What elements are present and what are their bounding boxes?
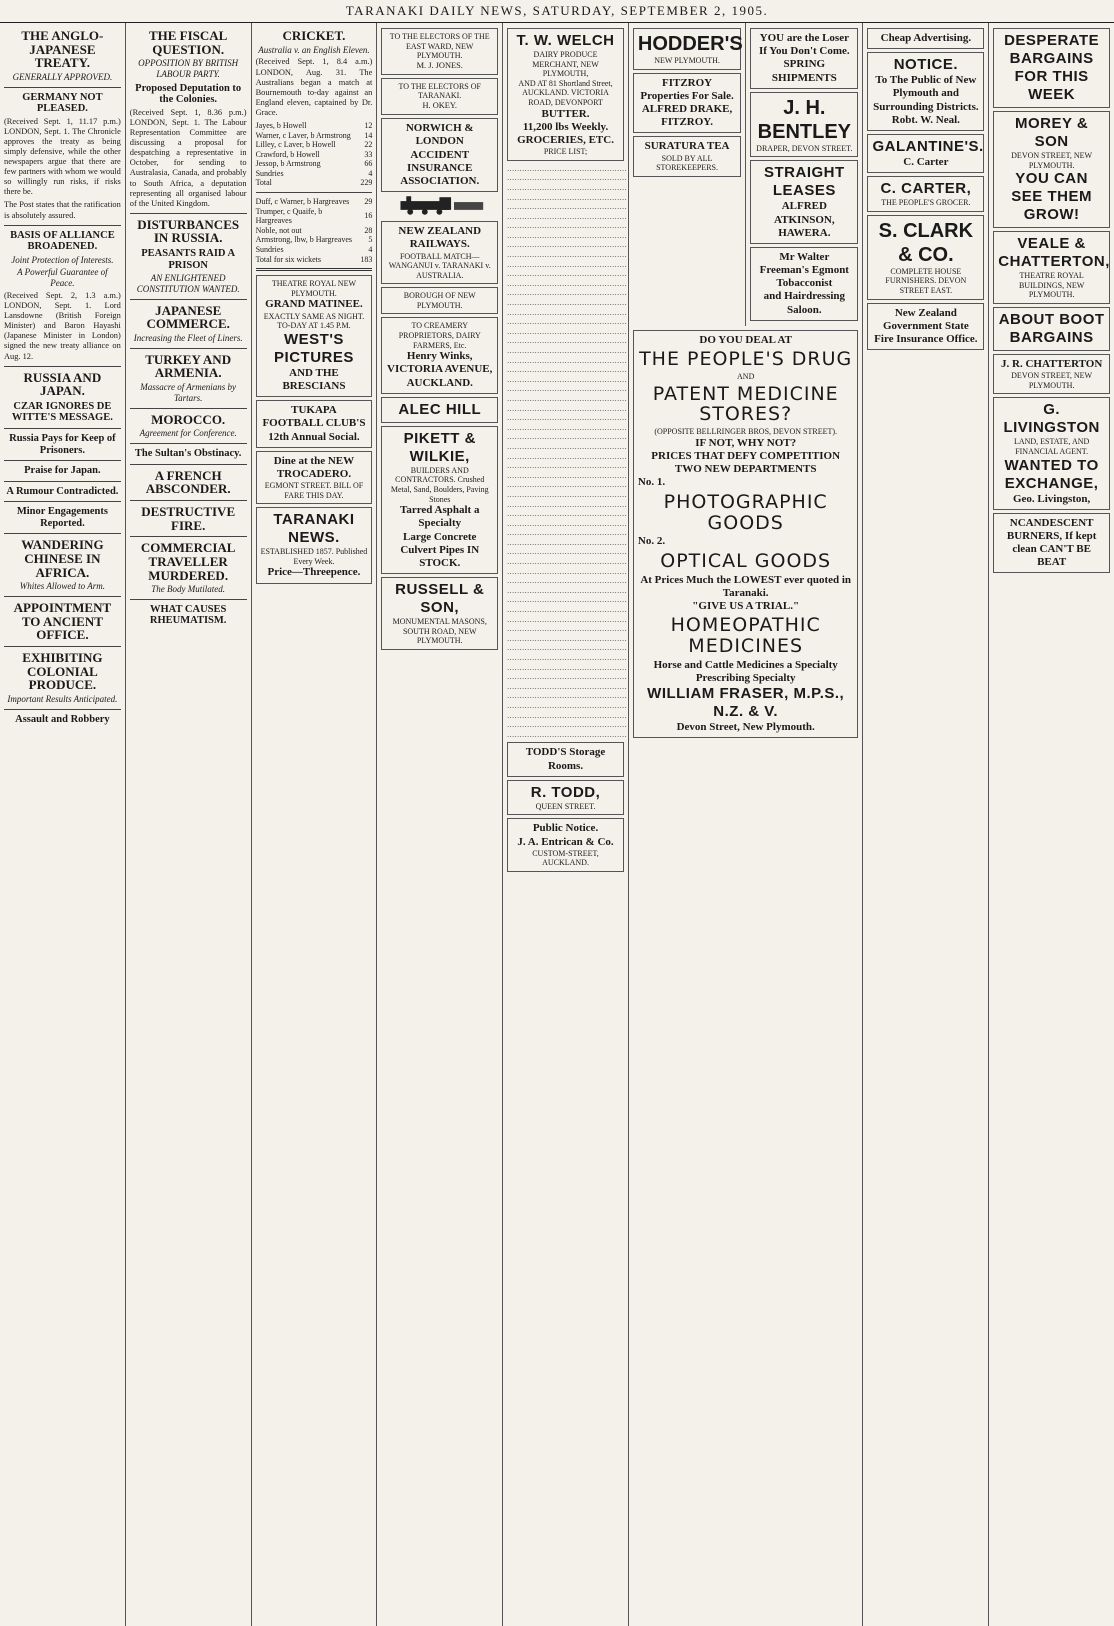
ad-title: Cheap Advertising. (880, 32, 972, 44)
headline: CZAR IGNORES DE WITTE'S MESSAGE. (11, 400, 113, 424)
ad-title: Public Notice. (532, 822, 599, 835)
headline: THE ANGLO-JAPANESE TREATY. (21, 28, 104, 71)
ad-title: T. W. WELCH (516, 32, 615, 49)
ad-title: J. R. CHATTERTON (1001, 357, 1103, 370)
masthead: TARANAKI DAILY NEWS, SATURDAY, SEPTEMBER 2, 1905. (0, 0, 1114, 23)
ad-title: J. H. BENTLEY (757, 96, 851, 143)
batsman: Total (255, 178, 272, 188)
ad-subtitle: ESTABLISHED 1857. Published Every Week. (260, 547, 368, 566)
runs: 183 (360, 254, 373, 264)
ad-title: PHOTOGRAPHIC GOODS (663, 490, 828, 534)
ad-heading: NEW ZEALAND RAILWAYS. (398, 225, 482, 251)
subheadline: Increasing the Fleet of Liners. (133, 333, 243, 343)
australia-scorecard (256, 197, 373, 264)
ad-number: No. 2. (637, 535, 666, 548)
ad-title: Tarred Asphalt a Specialty (400, 504, 480, 530)
ad-title: VEALE & CHATTERTON, (998, 235, 1110, 271)
veale-chatterton-ad (993, 231, 1110, 304)
subheadline: GENERALLY APPROVED. (12, 71, 113, 82)
batsman: Sundries (255, 245, 284, 255)
ad-subtitle: QUEEN STREET. (535, 801, 596, 811)
article-text: The Post states that the ratification is absolutely assured. (4, 200, 121, 220)
ad-title: TARANAKI NEWS. (273, 511, 355, 547)
chatterton-ad (993, 354, 1110, 394)
newspaper-columns (0, 23, 1114, 1626)
column-3 (252, 23, 378, 1626)
ad-subtitle: SPRING SHIPMENTS (771, 58, 837, 84)
ad-signature: Robt. W. Neal. (891, 113, 960, 126)
headline: GERMANY NOT PLEASED. (22, 91, 103, 115)
headline: Praise for Japan. (24, 465, 101, 477)
todd-ad (507, 780, 624, 816)
ad-conjunction: AND (737, 371, 755, 381)
ad-subtitle: NEW PLYMOUTH. (654, 56, 720, 65)
column-5 (503, 23, 629, 1626)
ad-title: R. TODD, (530, 783, 601, 801)
ad-title: FITZROY Properties For Sale. (640, 76, 734, 102)
livingston-ad (993, 397, 1110, 509)
ad-subtitle: THE PEOPLE'S GROCER. (881, 198, 971, 208)
article-text: (Received Sept. 1, 8.4 a.m.) LONDON, Aug. 31. The Australians began a match at Bournemouth to-day against an England eleven, captained by Dr. Grace. (255, 57, 373, 117)
football-social-ad (256, 400, 373, 448)
cheap-advertising-ad (867, 28, 984, 49)
ad-heading: PRICES THAT DEFY COMPETITION (651, 450, 841, 463)
headline: DESTRUCTIVE FIRE. (141, 503, 236, 533)
peoples-drug-store-ad (633, 330, 859, 739)
russell-son-ad (381, 577, 498, 650)
ad-subtitle: 11,200 lbs Weekly. (522, 120, 609, 133)
ad-heading: TO CREAMERY PROPRIETORS, DAIRY FARMERS, Etc. (398, 321, 481, 350)
column-4 (377, 23, 503, 1626)
ad-signature: H. OKEY. (422, 101, 457, 111)
ad-subtitle: PRICE LIST; (543, 147, 588, 157)
england-scorecard (256, 121, 373, 188)
ad-title: HOMEOPATHIC MEDICINES (670, 614, 821, 657)
ad-signature: Henry Winks, VICTORIA AVENUE, AUCKLAND. (387, 350, 493, 389)
runs: 229 (360, 178, 373, 188)
headline: JAPANESE COMMERCE. (146, 302, 230, 332)
tobacconist-ad (750, 247, 858, 321)
ad-subtitle: DAIRY PRODUCE MERCHANT, NEW PLYMOUTH, (532, 50, 599, 79)
ad-title: Dine at the NEW TROCADERO. (273, 454, 355, 480)
ad-heading: BOROUGH OF NEW PLYMOUTH. (403, 291, 476, 310)
headline: BASIS OF ALLIANCE BROADENED. (10, 229, 115, 253)
election-notice (381, 28, 498, 75)
batsman: Armstrong, lbw, b Hargreaves (255, 235, 352, 245)
headline: CRICKET. (282, 28, 346, 43)
election-notice (381, 78, 498, 115)
ad-title: NOTICE. (893, 56, 959, 74)
runs: 22 (364, 140, 373, 150)
headline: RUSSIA AND JAPAN. (23, 369, 102, 399)
ad-subtitle: CUSTOM-STREET, AUCKLAND. (532, 848, 599, 868)
public-notice (507, 818, 624, 872)
ad-title: PIKETT & WILKIE, (403, 429, 476, 465)
subheadline: Agreement for Conference. (139, 428, 237, 439)
suratura-tea-ad (633, 136, 741, 176)
ad-subtitle: Large Concrete Culvert Pipes IN STOCK. (400, 530, 480, 569)
ad-title: ABOUT BOOT BARGAINS (998, 310, 1105, 346)
headline: A FRENCH ABSCONDER. (145, 467, 231, 497)
batsman: Sundries (255, 168, 284, 178)
ad-signature: WILLIAM FRASER, M.P.S., N.Z. & V. (647, 685, 845, 721)
price-list: ................................................ ................................................ ................................................ ................................................ ................................................ ................................................ ................................................ ................................................ ................................................ ................................................ ................................................ ................................................ ................................................ ................................................ ................................................ ................................................ ................................................ ................................................ ................................................ ................................................ ................................................ ................................................ ................................................ ................................................ ................................................ ................................................ ................................................ ................................................ ................................................ ................................................ ................................................ ................................................ ................................................ ................................................ ................................................ ................................................ ................................................ ................................................ ................................................ ................................................ ................................................ ................................................ ................................................ ................................................ ................................................ ................................................ ................................................ ................................................ ................................................ ................................................ ................................................ ................................................ ................................................ ................................................ ................................................ ................................................ ................................................ ................................................ ................................................ ................................................ (507, 163, 628, 739)
ad-signature: J. A. Entrican & Co. (517, 835, 614, 848)
runs: 16 (364, 211, 373, 221)
morey-son-ad (993, 111, 1110, 228)
ad-subtitle: and Hairdressing Saloon. (763, 290, 846, 316)
carter-ad (867, 176, 984, 212)
taranaki-news-ad (256, 507, 373, 583)
ad-signature: Geo. Livingston, (1012, 492, 1091, 505)
ad-title: New Zealand Government State Fire Insurance Office. (874, 306, 978, 345)
ad-heading: DO YOU DEAL AT (699, 333, 792, 346)
headline: Proposed Deputation to the Colonies. (135, 82, 242, 106)
batsman: Total for six wickets (255, 254, 321, 264)
headline: Assault and Robbery (15, 713, 110, 725)
ad-title: OPTICAL GOODS (660, 549, 832, 572)
ad-title: Mr Walter Freeman's Egmont Tobacconist (759, 250, 849, 290)
ad-title: SURATURA TEA (644, 140, 730, 153)
insurance-ad (381, 118, 498, 192)
ad-number: No. 1. (637, 476, 666, 489)
column-1 (0, 23, 126, 1626)
ad-heading: IF NOT, WHY NOT? (695, 436, 797, 449)
column-6 (629, 23, 746, 326)
ad-signature: ALFRED DRAKE, FITZROY. (641, 102, 733, 129)
ad-subtitle: THEATRE ROYAL BUILDINGS, NEW PLYMOUTH. (1018, 271, 1085, 300)
ad-subtitle: SOLD BY ALL STOREKEEPERS. (656, 153, 718, 173)
batsman: Crawford, b Howell (255, 149, 320, 159)
ad-address: Devon Street, New Plymouth. (676, 721, 815, 734)
ad-subtitle: C. Carter (903, 155, 949, 168)
headline: WHAT CAUSES RHEUMATISM. (149, 603, 227, 627)
runs: 4 (368, 245, 373, 255)
ad-body: AND AT 81 Shortland Street, AUCKLAND. VICTORIA ROAD, DEVONPORT (518, 78, 613, 107)
ad-subtitle: DEVON STREET, NEW PLYMOUTH. (1011, 151, 1093, 170)
ad-title: S. CLARK & CO. (878, 219, 974, 266)
ad-title: RUSSELL & SON, (395, 581, 485, 617)
batsman: Lilley, c Laver, b Howell (255, 140, 336, 150)
ad-title: TODD'S Storage Rooms. (525, 746, 606, 772)
ad-heading: Horse and Cattle Medicines a Specialty (653, 658, 838, 671)
todd-storage-ad (507, 742, 624, 776)
headline: EXHIBITING COLONIAL PRODUCE. (22, 649, 103, 693)
ad-heading: "GIVE US A TRIAL." (692, 599, 800, 612)
boot-bargains-ad (993, 307, 1110, 351)
headline: MOROCCO. (151, 411, 226, 427)
ad-subtitle: DRAPER, DEVON STREET. (756, 143, 853, 153)
headline: TURKEY AND ARMENIA. (145, 351, 232, 381)
theatre-ad (256, 275, 373, 397)
batsman: Jessop, b Armstrong (255, 159, 321, 169)
subheadline: AN ENLIGHTENED CONSTITUTION WANTED. (136, 273, 240, 294)
headline: Minor Engagements Reported. (16, 506, 108, 529)
headline: DISTURBANCES IN RUSSIA. (137, 216, 240, 246)
headline: Russia Pays for Keep of Prisoners. (9, 433, 116, 456)
ad-title: WANTED TO EXCHANGE, (1004, 456, 1099, 492)
ad-subtitle: LAND, ESTATE, AND FINANCIAL AGENT. (1013, 437, 1090, 456)
runs: 14 (364, 130, 373, 140)
headline: A Rumour Contradicted. (6, 485, 119, 497)
batsman: Duff, c Warner, b Hargreaves (255, 197, 350, 207)
clark-ad (867, 215, 984, 300)
subheadline: Whites Allowed to Arm. (19, 581, 105, 592)
ad-subtitle: EXACTLY SAME AS NIGHT. TO-DAY AT 1.45 P.M. (263, 311, 365, 331)
welch-ad (507, 28, 624, 161)
creamery-ad (381, 317, 498, 393)
ad-footer: Price—Threepence. (267, 566, 361, 579)
runs: 29 (364, 197, 373, 207)
ad-title: G. LIVINGSTON (1003, 401, 1100, 437)
ad-title: C. CARTER, (880, 180, 972, 198)
locomotive-illustration (381, 195, 498, 215)
incandescent-burners-ad (993, 513, 1110, 574)
batsman: Warner, c Laver, b Armstrong (255, 130, 351, 140)
ad-subtitle: To The Public of New Plymouth and Surrounding Districts. (873, 74, 979, 113)
subheadline: Important Results Anticipated. (7, 693, 118, 704)
ad-title: NCANDESCENT BURNERS, If kept clean CAN'T BE BEAT (1006, 516, 1097, 569)
ad-title: THE PEOPLE'S DRUG (639, 348, 853, 371)
ad-title: GROCERIES, ETC. (517, 133, 614, 146)
ad-heading: Prescribing Specialty (695, 672, 796, 685)
hodders-ad (633, 28, 741, 70)
subheadline: Australia v. an English Eleven. (258, 44, 370, 55)
runs: 5 (368, 235, 373, 245)
headline: APPOINTMENT TO ANCIENT OFFICE. (13, 600, 112, 643)
subheadline: Massacre of Armenians by Tartars. (140, 382, 237, 403)
headline: The Sultan's Obstinacy. (134, 448, 242, 460)
headline: THE FISCAL QUESTION. (148, 28, 228, 57)
runs: 28 (364, 225, 373, 235)
pikett-wilkie-ad (381, 426, 498, 574)
column-7 (746, 23, 862, 326)
subheadline: OPPOSITION BY BRITISH LABOUR PARTY. (138, 58, 239, 80)
ad-title: YOU are the Loser If You Don't Come. (759, 32, 850, 58)
ad-heading: THEATRE ROYAL NEW PLYMOUTH. (271, 279, 357, 298)
ad-title: WEST'S PICTURES (274, 330, 354, 366)
ad-title: PATENT MEDICINE STORES? (652, 382, 839, 426)
bentley-ad (750, 92, 858, 158)
ad-title: GALANTINE'S. (872, 137, 984, 155)
alec-hill-ad (381, 397, 498, 423)
ad-heading: TWO NEW DEPARTMENTS (674, 463, 817, 476)
subheadline: Joint Protection of Interests. (11, 254, 114, 265)
batsman: Trumper, c Quaife, b Hargreaves (255, 206, 323, 226)
headline: WANDERING CHINESE IN AFRICA. (21, 537, 104, 580)
ad-subtitle: BUILDERS AND CONTRACTORS. Crushed Metal, Sand, Boulders, Paving Stones (390, 465, 489, 504)
ad-heading: NORWICH & LONDON ACCIDENT INSURANCE ASSOCIATION. (400, 122, 480, 187)
ad-title: DESPERATE BARGAINS FOR THIS WEEK (1004, 32, 1100, 103)
ad-signature: ALFRED ATKINSON, HAWERA. (774, 200, 835, 239)
runs: 12 (364, 120, 373, 130)
batsman: Jayes, b Howell (255, 120, 307, 130)
ad-title: HODDER'S (637, 33, 743, 55)
article-text: (Received Sept. 1, 8.36 p.m.) LONDON, Sept. 1. The Labour Representation Committee are discussing a proposal for despatching a representative in October, for sending to Australasia, Canada, and probably to South Africa, a deputation representing all organised labour of the United Kingdom. (129, 107, 247, 208)
ad-title: STRAIGHT LEASES (763, 164, 845, 200)
column-8 (863, 23, 989, 1626)
ad-subtitle: FOOTBALL MATCH— WANGANUI v. TARANAKI v. AUSTRALIA. (388, 251, 491, 280)
straight-leases-ad (750, 160, 858, 244)
ad-subtitle: EGMONT STREET. BILL OF FARE THIS DAY. (264, 481, 364, 500)
ad-title: YOU CAN SEE THEM GROW! (1011, 170, 1092, 224)
ad-title: TUKAPA FOOTBALL CLUB'S 12th Annual Social. (262, 404, 366, 443)
article-text: (Received Sept. 1, 11.17 p.m.) LONDON, Sept. 1. The Chronicle approves the treaty as being simply defensive, while the other newspapers argue that there are few partners with whom we would so willingly run risks, if risks there be. (4, 116, 121, 197)
ad-subtitle: DEVON STREET, NEW PLYMOUTH. (1011, 371, 1093, 390)
ad-signature: M. J. JONES. (416, 60, 463, 70)
column-9 (989, 23, 1114, 1626)
article-text: (Received Sept. 2, 1.3 a.m.) LONDON, Sept. 1. Lord Lansdowne (British Foreign Minister) and Baron Hayashi (Japanese Minister in London) signed the new treaty alliance on Aug. 12. (4, 291, 121, 361)
ad-heading: TO THE ELECTORS OF TARANAKI. (398, 81, 481, 101)
fitzroy-properties-ad (633, 73, 741, 134)
headline: COMMERCIAL TRAVELLER MURDERED. (140, 540, 236, 583)
ad-title: MOREY & SON (1015, 115, 1089, 150)
galantines-ad (867, 134, 984, 173)
fire-insurance-ad (867, 303, 984, 351)
desperate-bargains-ad (993, 28, 1110, 108)
column-6-7 (629, 23, 864, 1626)
runs: 33 (364, 149, 373, 159)
trocadero-ad (256, 451, 373, 505)
borough-notice (381, 287, 498, 314)
ad-subtitle: MONUMENTAL MASONS, SOUTH ROAD, NEW PLYMOUTH. (392, 617, 487, 646)
ad-title: BUTTER. (541, 107, 590, 120)
headline: PEASANTS RAID A PRISON (141, 248, 236, 271)
ad-heading: TO THE ELECTORS OF THE EAST WARD, NEW PLYMOUTH. (389, 32, 490, 61)
neal-notice (867, 52, 984, 131)
column-2 (126, 23, 252, 1626)
railways-ad (381, 221, 498, 284)
you-are-the-loser-ad (750, 28, 858, 89)
subheadline: The Body Mutilated. (151, 584, 226, 595)
runs: 4 (368, 168, 373, 178)
ad-heading: At Prices Much the LOWEST ever quoted in Taranaki. (640, 573, 852, 599)
ad-title: ALEC HILL (398, 400, 482, 418)
subheadline: A Powerful Guarantee of Peace. (17, 267, 108, 289)
ad-subtitle: COMPLETE HOUSE FURNISHERS. DEVON STREET EAST. (885, 266, 967, 295)
ad-subtitle: (OPPOSITE BELLRINGER BROS, DEVON STREET). (654, 427, 838, 437)
ad-subtitle: AND THE BRESCIANS (282, 366, 346, 392)
runs: 66 (364, 159, 373, 169)
batsman: Noble, not out (255, 225, 302, 235)
ad-title: GRAND MATINEE. (265, 298, 363, 311)
